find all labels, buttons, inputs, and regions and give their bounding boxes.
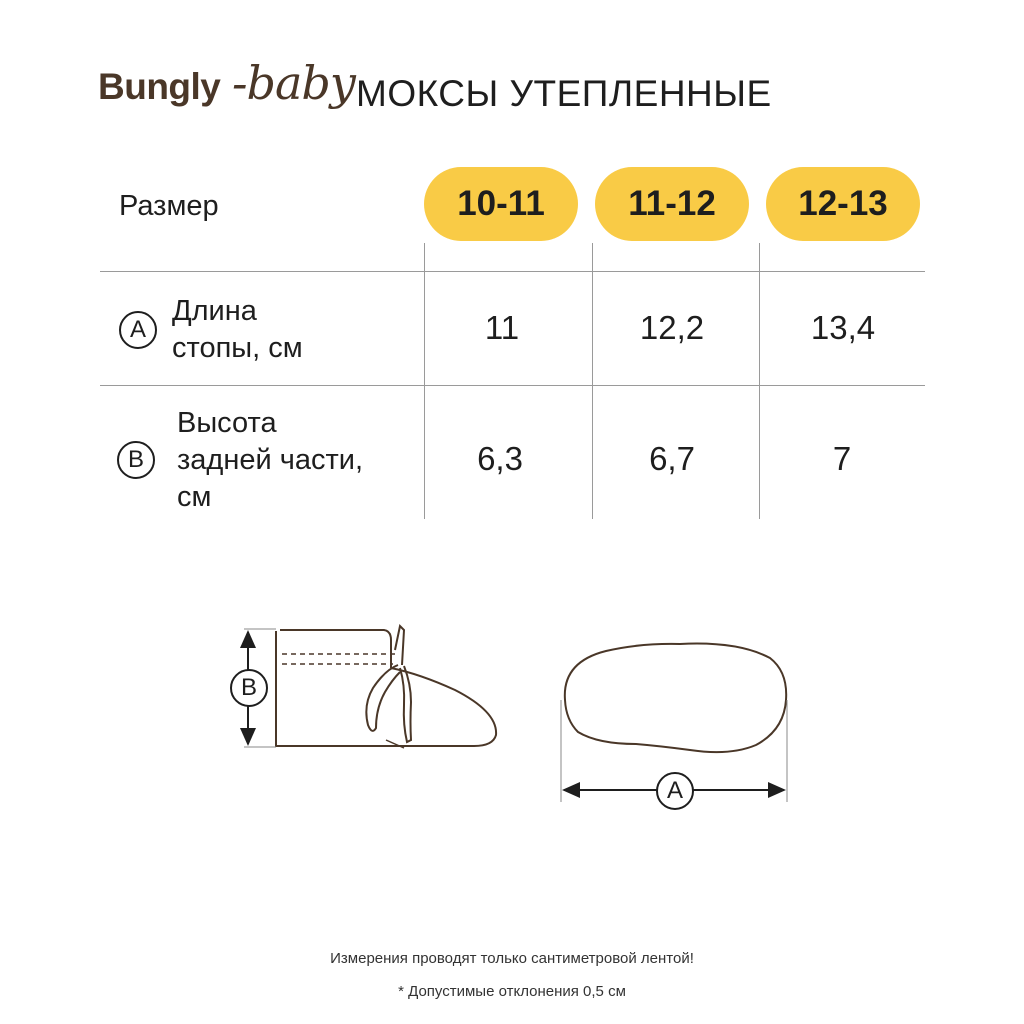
tolerance-note: * Допустимые отклонения 0,5 см [398,983,626,1000]
table-cell: 11 [484,309,520,346]
table-cell: 13,4 [810,309,876,346]
table-cell: 7 [832,440,852,477]
size-pill-1: 10-11 [424,167,578,241]
table-cell: 12,2 [639,309,705,346]
moccasin-top-view-icon [565,644,786,753]
marker-b-badge: B [117,441,155,479]
size-header-label: Размер [119,190,219,222]
brand-logo-wordmark: Bungly [98,66,221,107]
brand-logo-script: -baby [232,56,355,110]
row-label-line: см [177,481,212,513]
size-pill-2: 11-12 [595,167,749,241]
diagram-marker-a: A [656,772,694,810]
diagram-marker-b: B [230,669,268,707]
table-cell: 6,7 [649,440,695,477]
size-pill-3: 12-13 [766,167,920,241]
table-cell: 6,3 [477,440,523,477]
row-label-line: Высота [177,407,277,439]
row-label-line: Длина [172,295,257,327]
row-label-line: задней части, [177,444,364,476]
measurement-note: Измерения проводят только сантиметровой лентой! [330,950,694,967]
moccasin-side-view-icon [276,626,496,748]
marker-a-badge: A [119,311,157,349]
page-title: МОКСЫ УТЕПЛЕННЫЕ [356,73,772,114]
row-label-line: стопы, см [172,332,303,364]
